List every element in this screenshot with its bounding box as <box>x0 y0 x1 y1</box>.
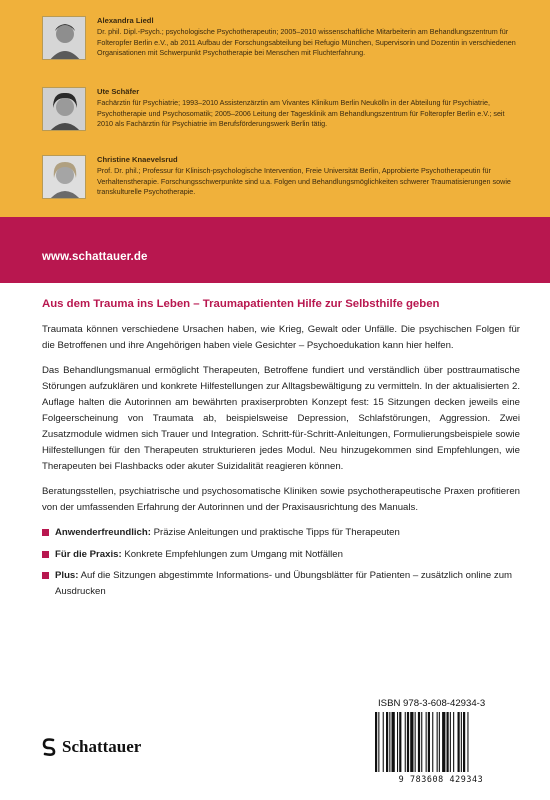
blurb-paragraph: Das Behandlungsmanual ermöglicht Therapeuten, Betroffene fundiert und verständlich über posttraumatische Störungen aufzuklären und konkrete Hilfestellungen zur Alltagsbewältigung zu vermitteln. In der aktualisierten 2. Auflage halten die Autorinnen am bewährten praxiserprobten Konzept fest: 15 Sitzungen decken jeweils eine Folgeerscheinung von Traumata ab, beispielsweise Depression, Schlafstörungen, Aggression. Zwei Zusatzmodule widmen sich Trauer und Integration. Schritt-für-Schritt-Anleitungen, Formulierungsbeispiele sowie Hilfestellungen für den Therapeuten strukturieren jedes Modul. Neu hinzugekommen sind Empfehlungen, wie Therapeuten bei Flashbacks oder akuter Suizidalität reagieren können. <box>42 365 520 472</box>
website-band <box>0 217 550 283</box>
barcode-stripe <box>458 712 460 772</box>
author-photo-knaevelsrud <box>42 155 86 199</box>
bullet-square-icon <box>42 529 49 536</box>
barcode-stripe <box>378 712 379 772</box>
publisher-name: Schattauer <box>62 737 142 756</box>
barcode-stripe <box>407 712 409 772</box>
author-bio: Dr. phil. Dipl.-Psych.; psychologische Psychotherapeutin; 2005–2010 wissenschaftliche Mitarbeiterin am Behandlungszentrum für Folteropfer Berlin e.V., ab 2011 Aufbau der Forschungsabteilung bei Refugio München, Supervisorin und Dozentin in verschiedenen Organisationen mit Schwerpunkt Psychotherapie bei Menschen mit Fluchterfahrung. <box>97 27 516 58</box>
feature-label: Anwenderfreundlich: <box>55 527 151 538</box>
barcode-stripe <box>410 712 413 772</box>
blurb-paragraph: Traumata können verschiedene Ursachen haben, wie Krieg, Gewalt oder Unfälle. Die psychischen Folgen für die Betroffenen und ihre Angehörigen haben viele Gesichter – Psychoedukation kann hier helfen. <box>42 324 520 351</box>
barcode-stripe <box>421 712 422 772</box>
author-text-liedl <box>97 16 517 59</box>
feature-list <box>42 525 520 599</box>
bullet-square-icon <box>42 551 49 558</box>
barcode-stripe <box>383 712 384 772</box>
bullet-square-icon <box>42 572 49 579</box>
barcode-stripe <box>428 712 430 772</box>
barcode-stripe <box>415 712 416 772</box>
feature-label: Plus: <box>55 570 79 581</box>
author-text-schaefer <box>97 87 517 130</box>
feature-item <box>42 525 520 541</box>
author-band <box>0 0 550 217</box>
author-liedl <box>42 16 516 76</box>
feature-text: Auf die Sitzungen abgestimmte Informations- und Übungsblätter für Patienten – zusätzlich online zum Ausdrucken <box>55 570 513 597</box>
blurb-content <box>42 298 520 605</box>
barcode-stripe <box>397 712 398 772</box>
barcode-stripe <box>437 712 438 772</box>
barcode-stripe <box>375 712 377 772</box>
barcode-stripe <box>442 712 445 772</box>
author-bio: Fachärztin für Psychiatrie; 1993–2010 Assistenzärztin am Vivantes Klinikum Berlin Neukölln in der Abteilung für Psychiatrie, Psychotherapie und Psychosomatik; 2005–2006 Leitung der Tagesklinik am Behandlungszentrum für Folteropfer Berlin e.V.; seit 2010 als Fachärztin für Psychiatrie im Berufsförderungswerk Berlin tätig. <box>97 98 505 129</box>
author-name: Christine Knaevelsrud <box>97 155 178 164</box>
website-link[interactable]: www.schattauer.de <box>42 251 148 263</box>
barcode-stripe <box>399 712 401 772</box>
barcode-stripe <box>447 712 449 772</box>
barcode-stripe <box>418 712 420 772</box>
barcode-stripe <box>467 712 468 772</box>
author-name: Alexandra Liedl <box>97 16 154 25</box>
feature-item <box>42 568 520 599</box>
barcode-icon <box>371 712 511 772</box>
barcode-stripe <box>439 712 440 772</box>
author-photo-liedl <box>42 16 86 60</box>
barcode-stripe <box>432 712 433 772</box>
feature-item <box>42 547 520 563</box>
author-bio: Prof. Dr. phil.; Professur für Klinisch-psychologische Intervention, Freie Universität Berlin, Approbierte Psychotherapeutin für Verhaltenstherapie. Forschungsschwerpunkte sind u.a. Folgen und Behandlungsmöglichkeiten schwerer Traumatisierungen sowie transkulturelle Psychotherapie. <box>97 166 511 197</box>
barcode-stripe <box>463 712 465 772</box>
isbn-text: ISBN 978-3-608-42934-3 <box>378 698 486 709</box>
barcode-stripe <box>426 712 427 772</box>
author-name: Ute Schäfer <box>97 87 140 96</box>
feature-label: Für die Praxis: <box>55 548 122 560</box>
blurb-paragraph: Beratungsstellen, psychiatrische und psychosomatische Kliniken sowie psychotherapeutische Praxen profitieren von der umfassenden Erfahrung der Autorinnen und der Praxisausrichtung des Manuals. <box>42 486 520 513</box>
barcode-number: 9 783608 429343 <box>398 774 484 784</box>
author-text-knaevelsrud <box>97 155 517 198</box>
barcode-stripe <box>386 712 388 772</box>
barcode-stripe <box>389 712 390 772</box>
author-photo-schaefer <box>42 87 86 131</box>
blurb-headline: Aus dem Trauma ins Leben – Traumapatienten Hilfe zur Selbsthilfe geben <box>42 298 440 310</box>
feature-text: Konkrete Empfehlungen zum Umgang mit Notfällen <box>121 548 343 560</box>
author-knaevelsrud <box>42 155 512 215</box>
author-schaefer <box>42 87 512 147</box>
barcode-stripe <box>461 712 462 772</box>
publisher-logo-icon <box>40 737 58 757</box>
barcode-stripe <box>405 712 406 772</box>
feature-text: Präzise Anleitungen und praktische Tipps für Therapeuten <box>150 527 400 538</box>
barcode-stripe <box>450 712 451 772</box>
barcode-stripe <box>392 712 395 772</box>
publisher-logo <box>40 736 141 758</box>
barcode-stripe <box>453 712 454 772</box>
